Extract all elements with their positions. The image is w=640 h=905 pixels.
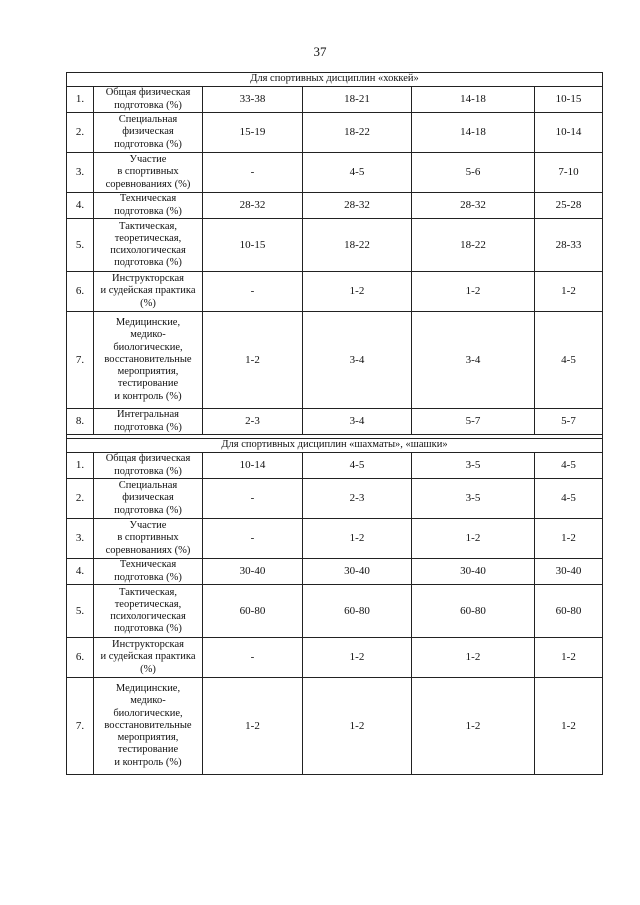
row-number: 3. bbox=[67, 153, 94, 193]
row-label-line: подготовка (%) bbox=[114, 623, 182, 635]
table-row bbox=[67, 272, 603, 312]
value-cell: 18-22 bbox=[303, 219, 412, 272]
row-label-line: биологические, bbox=[113, 341, 183, 353]
row-label-line: и судейская практика bbox=[100, 285, 196, 297]
row-label-line: (%) bbox=[140, 297, 156, 309]
value-cell: 15-19 bbox=[203, 113, 303, 153]
row-number: 1. bbox=[67, 87, 94, 113]
row-label bbox=[94, 153, 203, 193]
table-row bbox=[67, 312, 603, 409]
row-number: 6. bbox=[67, 638, 94, 678]
row-label-line: психологическая bbox=[110, 611, 186, 622]
row-number: 6. bbox=[67, 272, 94, 312]
row-label-line: подготовка (%) bbox=[114, 465, 182, 477]
section-header-row bbox=[67, 439, 603, 453]
row-label-line: Интегральная bbox=[117, 409, 179, 421]
value-cell: 1-2 bbox=[535, 519, 603, 559]
row-label-line: подготовка (%) bbox=[114, 205, 182, 217]
value-cell: - bbox=[203, 519, 303, 559]
row-label bbox=[94, 559, 203, 585]
value-cell: 2-3 bbox=[303, 479, 412, 519]
value-cell: 30-40 bbox=[203, 559, 303, 585]
row-label-line: подготовка (%) bbox=[114, 504, 182, 516]
row-label-line: и контроль (%) bbox=[114, 756, 182, 768]
section-title: Для спортивных дисциплин «шахматы», «шашки» bbox=[67, 439, 603, 453]
row-label-line: Медицинские, bbox=[115, 317, 181, 329]
value-cell: 60-80 bbox=[535, 585, 603, 638]
value-cell: 14-18 bbox=[412, 113, 535, 153]
row-label-line: Инструкторская bbox=[112, 639, 184, 651]
value-cell: 1-2 bbox=[535, 678, 603, 775]
row-label-line: в спортивных bbox=[117, 532, 179, 544]
row-label-line: подготовка (%) bbox=[114, 257, 182, 269]
row-label-line: подготовка (%) bbox=[114, 138, 182, 150]
row-label-line: мероприятия, bbox=[117, 732, 179, 744]
row-label-line: медико- bbox=[130, 329, 166, 341]
row-label-line: мероприятия, bbox=[117, 366, 179, 378]
value-cell: 1-2 bbox=[303, 638, 412, 678]
value-cell: 30-40 bbox=[303, 559, 412, 585]
value-cell: 10-14 bbox=[535, 113, 603, 153]
row-number: 4. bbox=[67, 559, 94, 585]
row-label bbox=[94, 678, 203, 775]
row-label bbox=[94, 113, 203, 153]
table-row bbox=[67, 219, 603, 272]
value-cell: 60-80 bbox=[412, 585, 535, 638]
row-label-line: соревнованиях (%) bbox=[105, 544, 191, 556]
value-cell: 1-2 bbox=[535, 272, 603, 312]
row-number: 2. bbox=[67, 479, 94, 519]
row-label-line: в спортивных bbox=[117, 166, 179, 178]
table-row bbox=[67, 87, 603, 113]
row-label bbox=[94, 479, 203, 519]
value-cell: 10-15 bbox=[203, 219, 303, 272]
row-label-line: Тактическая, bbox=[119, 220, 177, 232]
table-row bbox=[67, 678, 603, 775]
row-label bbox=[94, 638, 203, 678]
row-label bbox=[94, 585, 203, 638]
value-cell: 3-4 bbox=[303, 409, 412, 435]
value-cell: 1-2 bbox=[303, 519, 412, 559]
table-row bbox=[67, 519, 603, 559]
value-cell: 30-40 bbox=[412, 559, 535, 585]
row-label-line: Общая физическая bbox=[105, 453, 191, 465]
row-label-line: теоретическая, bbox=[114, 598, 182, 610]
row-number: 7. bbox=[67, 678, 94, 775]
value-cell: 28-32 bbox=[412, 193, 535, 219]
row-label-line: тестирование bbox=[117, 378, 179, 390]
row-number: 4. bbox=[67, 193, 94, 219]
row-label-line: Специальная bbox=[118, 114, 178, 126]
value-cell: 28-32 bbox=[203, 193, 303, 219]
row-number: 2. bbox=[67, 113, 94, 153]
row-label bbox=[94, 219, 203, 272]
value-cell: 1-2 bbox=[412, 678, 535, 775]
table-row bbox=[67, 559, 603, 585]
value-cell: 1-2 bbox=[412, 638, 535, 678]
row-number: 5. bbox=[67, 585, 94, 638]
training-ratio-table bbox=[66, 72, 603, 775]
row-label-line: подготовка (%) bbox=[114, 421, 182, 433]
table-row bbox=[67, 638, 603, 678]
value-cell: 1-2 bbox=[303, 678, 412, 775]
value-cell: 4-5 bbox=[303, 453, 412, 479]
value-cell: 28-33 bbox=[535, 219, 603, 272]
row-label-line: медико- bbox=[130, 695, 166, 707]
row-label-line: Общая физическая bbox=[105, 87, 191, 99]
table-row bbox=[67, 409, 603, 435]
row-label-line: биологические, bbox=[113, 707, 183, 719]
value-cell: 25-28 bbox=[535, 193, 603, 219]
row-label-line: Техническая bbox=[119, 559, 177, 571]
table-row bbox=[67, 113, 603, 153]
value-cell: 1-2 bbox=[203, 312, 303, 409]
value-cell: - bbox=[203, 272, 303, 312]
row-number: 7. bbox=[67, 312, 94, 409]
row-label-line: физическая bbox=[122, 126, 174, 138]
page-number: 37 bbox=[313, 44, 327, 59]
section-header-row bbox=[67, 73, 603, 87]
row-number: 3. bbox=[67, 519, 94, 559]
value-cell: 4-5 bbox=[535, 479, 603, 519]
value-cell: 10-14 bbox=[203, 453, 303, 479]
section-title: Для спортивных дисциплин «хоккей» bbox=[67, 73, 603, 87]
value-cell: 28-32 bbox=[303, 193, 412, 219]
value-cell: 18-22 bbox=[412, 219, 535, 272]
table-row bbox=[67, 193, 603, 219]
value-cell: 4-5 bbox=[535, 453, 603, 479]
value-cell: 3-4 bbox=[412, 312, 535, 409]
row-label-line: психологическая bbox=[110, 245, 186, 256]
value-cell: 3-4 bbox=[303, 312, 412, 409]
row-label-line: Инструкторская bbox=[112, 273, 184, 285]
value-cell: 60-80 bbox=[203, 585, 303, 638]
value-cell: 3-5 bbox=[412, 453, 535, 479]
value-cell: 18-21 bbox=[303, 87, 412, 113]
value-cell: 10-15 bbox=[535, 87, 603, 113]
row-label-line: Тактическая, bbox=[119, 586, 177, 598]
table-body bbox=[67, 73, 603, 775]
row-number: 8. bbox=[67, 409, 94, 435]
row-label-line: и контроль (%) bbox=[114, 390, 182, 402]
value-cell: 5-7 bbox=[535, 409, 603, 435]
row-number: 5. bbox=[67, 219, 94, 272]
row-label-line: теоретическая, bbox=[114, 232, 182, 244]
row-label-line: восстановительные bbox=[104, 353, 192, 365]
value-cell: - bbox=[203, 153, 303, 193]
row-label bbox=[94, 519, 203, 559]
value-cell: 7-10 bbox=[535, 153, 603, 193]
row-label-line: Специальная bbox=[118, 480, 178, 492]
row-label bbox=[94, 453, 203, 479]
row-label-line: подготовка (%) bbox=[114, 99, 182, 111]
row-label-line: Медицинские, bbox=[115, 683, 181, 695]
value-cell: 30-40 bbox=[535, 559, 603, 585]
value-cell: 18-22 bbox=[303, 113, 412, 153]
value-cell: 1-2 bbox=[203, 678, 303, 775]
row-label bbox=[94, 87, 203, 113]
row-label-line: (%) bbox=[140, 663, 156, 675]
table-row bbox=[67, 585, 603, 638]
value-cell: 4-5 bbox=[535, 312, 603, 409]
value-cell: 4-5 bbox=[303, 153, 412, 193]
row-label-line: восстановительные bbox=[104, 719, 192, 731]
row-label-line: Участие bbox=[129, 520, 167, 532]
row-label-line: подготовка (%) bbox=[114, 571, 182, 583]
value-cell: 1-2 bbox=[535, 638, 603, 678]
row-label bbox=[94, 409, 203, 435]
row-label-line: физическая bbox=[122, 492, 174, 504]
value-cell: - bbox=[203, 638, 303, 678]
row-number: 1. bbox=[67, 453, 94, 479]
table-row bbox=[67, 479, 603, 519]
row-label-line: соревнованиях (%) bbox=[105, 178, 191, 190]
row-label-line: тестирование bbox=[117, 744, 179, 756]
row-label bbox=[94, 193, 203, 219]
row-label-line: Техническая bbox=[119, 193, 177, 205]
row-label-line: и судейская практика bbox=[100, 651, 196, 663]
value-cell: 33-38 bbox=[203, 87, 303, 113]
value-cell: - bbox=[203, 479, 303, 519]
table-row bbox=[67, 153, 603, 193]
value-cell: 1-2 bbox=[303, 272, 412, 312]
value-cell: 14-18 bbox=[412, 87, 535, 113]
value-cell: 1-2 bbox=[412, 519, 535, 559]
row-label bbox=[94, 312, 203, 409]
value-cell: 60-80 bbox=[303, 585, 412, 638]
value-cell: 1-2 bbox=[412, 272, 535, 312]
value-cell: 5-7 bbox=[412, 409, 535, 435]
value-cell: 3-5 bbox=[412, 479, 535, 519]
row-label bbox=[94, 272, 203, 312]
row-label-line: Участие bbox=[129, 154, 167, 166]
table-row bbox=[67, 453, 603, 479]
value-cell: 5-6 bbox=[412, 153, 535, 193]
value-cell: 2-3 bbox=[203, 409, 303, 435]
